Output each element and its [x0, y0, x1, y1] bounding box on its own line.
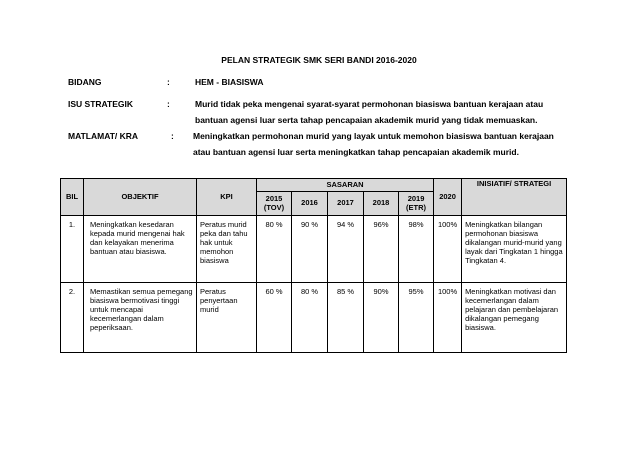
row-bil: 1.	[61, 216, 84, 283]
strategic-plan-table	[60, 178, 567, 353]
row-2016: 80 %	[292, 283, 328, 353]
isu-strategik-colon: :	[167, 99, 170, 109]
header-2020: 2020	[434, 179, 462, 216]
matlamat-line-1: Meningkatkan permohonan murid yang layak untuk memohon biasiswa bantuan kerajaan	[193, 131, 554, 141]
matlamat-colon: :	[171, 131, 174, 141]
isu-strategik-label: ISU STRATEGIK	[68, 99, 134, 109]
row-objektif: Memastikan semua pemegang biasiswa bermotivasi tinggi untuk mencapai kecemerlangan dalam peperiksaan.	[84, 283, 197, 353]
row-kpi: Peratus murid peka dan tahu hak untuk memohon biasiswa	[197, 216, 257, 283]
row-2019: 98%	[399, 216, 434, 283]
header-kpi: KPI	[197, 179, 257, 216]
row-kpi: Peratus penyertaan murid	[197, 283, 257, 353]
isu-strategik-line-1: Murid tidak peka mengenai syarat-syarat permohonan biasiswa bantuan kerajaan atau	[195, 99, 544, 109]
table-row	[61, 283, 567, 353]
bidang-colon: :	[167, 77, 170, 87]
header-sasaran: SASARAN	[257, 179, 434, 192]
header-2019: 2019 (ETR)	[399, 192, 434, 216]
row-2015: 80 %	[257, 216, 292, 283]
row-2018: 96%	[364, 216, 399, 283]
bidang-value: HEM - BIASISWA	[195, 77, 264, 87]
header-2017: 2017	[328, 192, 364, 216]
row-2019: 95%	[399, 283, 434, 353]
header-bil: BIL	[61, 179, 84, 216]
row-2016: 90 %	[292, 216, 328, 283]
header-2016: 2016	[292, 192, 328, 216]
row-2020: 100%	[434, 216, 462, 283]
header-objektif: OBJEKTIF	[84, 179, 197, 216]
row-inisiatif: Meningkatkan bilangan permohonan biasiswa dikalangan murid-murid yang layak dari Tingkatan 1 hingga Tingkatan 4.	[462, 216, 567, 283]
row-2015: 60 %	[257, 283, 292, 353]
matlamat-line-2: atau bantuan agensi luar serta meningkatkan tahap pencapaian akademik murid.	[193, 147, 519, 157]
header-2015: 2015 (TOV)	[257, 192, 292, 216]
row-objektif: Meningkatkan kesedaran kepada murid mengenai hak dan kelayakan menerima bantuan atau biasiswa.	[84, 216, 197, 283]
matlamat-label: MATLAMAT/ KRA	[68, 131, 139, 141]
row-2017: 94 %	[328, 216, 364, 283]
bidang-label: BIDANG	[68, 77, 102, 87]
header-inisiatif: INISIATIF/ STRATEGI	[462, 179, 567, 216]
table-row	[61, 216, 567, 283]
row-inisiatif: Meningkatkan motivasi dan kecemerlangan dalam pelajaran dan pembelajaran dikalangan pemegang biasiswa.	[462, 283, 567, 353]
row-2020: 100%	[434, 283, 462, 353]
document-title: PELAN STRATEGIK SMK SERI BANDI 2016-2020	[221, 55, 417, 65]
isu-strategik-line-2: bantuan agensi luar serta tahap pencapaian akademik murid yang tidak memuaskan.	[195, 115, 538, 125]
row-2017: 85 %	[328, 283, 364, 353]
row-2018: 90%	[364, 283, 399, 353]
header-2018: 2018	[364, 192, 399, 216]
row-bil: 2.	[61, 283, 84, 353]
